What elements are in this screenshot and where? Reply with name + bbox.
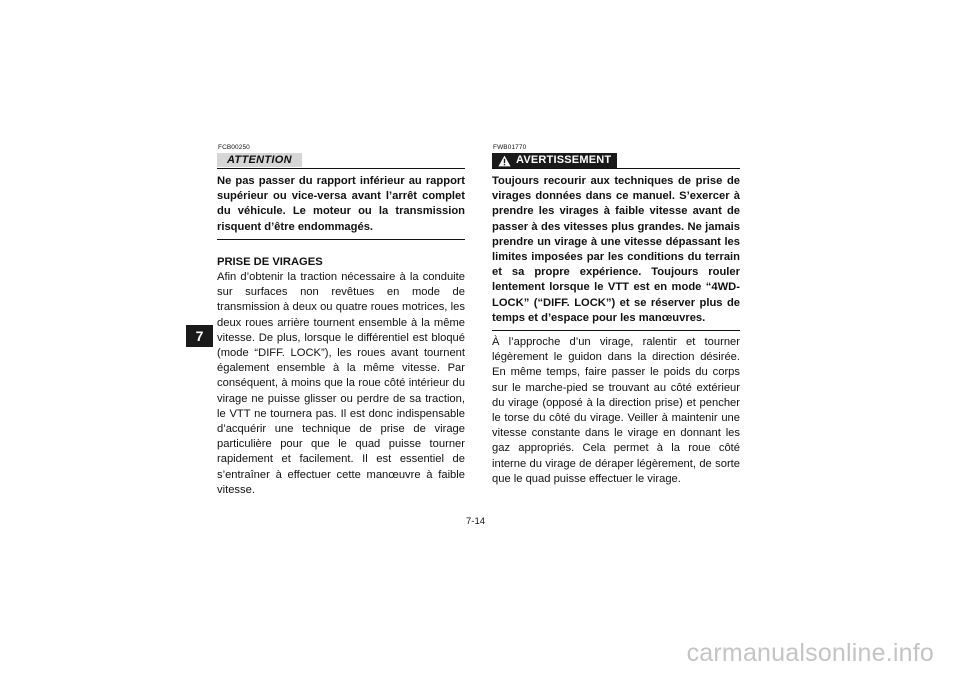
caution-heading — [217, 153, 465, 169]
right-column — [492, 144, 740, 487]
warning-text: Toujours recourir aux techniques de prise de virages données dans ce manuel. S’exercer à prendre les virages à faible vitesse avant de passer à des vitesses plus grandes. Ne jamais prendre un virage à une vitesse dépassant les limites imposées par les conditions du terrain et sa propre expérience. Toujours rouler lentement lorsque le VTT est en mode “4WD-LOCK” (“DIFF. LOCK”) et se réserver plus de temps et d’espace pour les manœuvres. — [492, 174, 740, 331]
caution-label: ATTENTION — [217, 153, 302, 167]
left-column — [217, 144, 465, 498]
warning-label: AVERTISSEMENT — [516, 154, 612, 166]
section-title: PRISE DE VIRAGES — [217, 255, 323, 268]
page-number: 7-14 — [466, 516, 486, 527]
warning-triangle-icon — [498, 155, 511, 167]
warning-code: FWB01770 — [493, 144, 527, 151]
section-text: Afin d’obtenir la traction nécessaire à la conduite sur surfaces non revêtues en mode de transmission à deux ou quatre roues motrices, les deux roues arrière tournent ensemble à la même vitesse. De plus, lorsque le différentiel est bloqué (mode “DIFF. LOCK”), les roues avant tournent également ensemble à la même vitesse. Par conséquent, à moins que la roue côté intérieur du virage ne puisse glisser ou perdre de sa traction, le VTT ne tournera pas. Il est donc indispensable d’acquérir une technique de prise de virage particulière pour que le quad puisse tourner rapidement et facilement. Il est essentiel de s’entraîner à effectuer cette manœuvre à faible vitesse. — [217, 271, 465, 496]
caution-code: FCB00250 — [218, 144, 250, 151]
watermark[interactable]: carmanualsonline.info — [686, 639, 934, 667]
warning-label-box — [492, 153, 617, 168]
chapter-tab: 7 — [186, 325, 213, 347]
caution-text: Ne pas passer du rapport inférieur au rapport supérieur ou vice-versa avant l’arrêt complet du véhicule. Le moteur ou la transmission risquent d’être endommagés. — [217, 174, 465, 240]
cornering-text: À l’approche d’un virage, ralentir et tourner légèrement le guidon dans la direction désirée. En même temps, faire passer le poids du corps sur le marche-pied se trouvant au côté extérieur du virage (opposé à la direction prise) et pencher le torse du côté du virage. Veiller à maintenir une vitesse constante dans le virage en donnant les gaz appropriés. Cela permet à la roue côté interne du virage de déraper légèrement, de sorte que le quad puisse effectuer le virage. — [492, 336, 740, 485]
warning-heading — [492, 153, 740, 169]
